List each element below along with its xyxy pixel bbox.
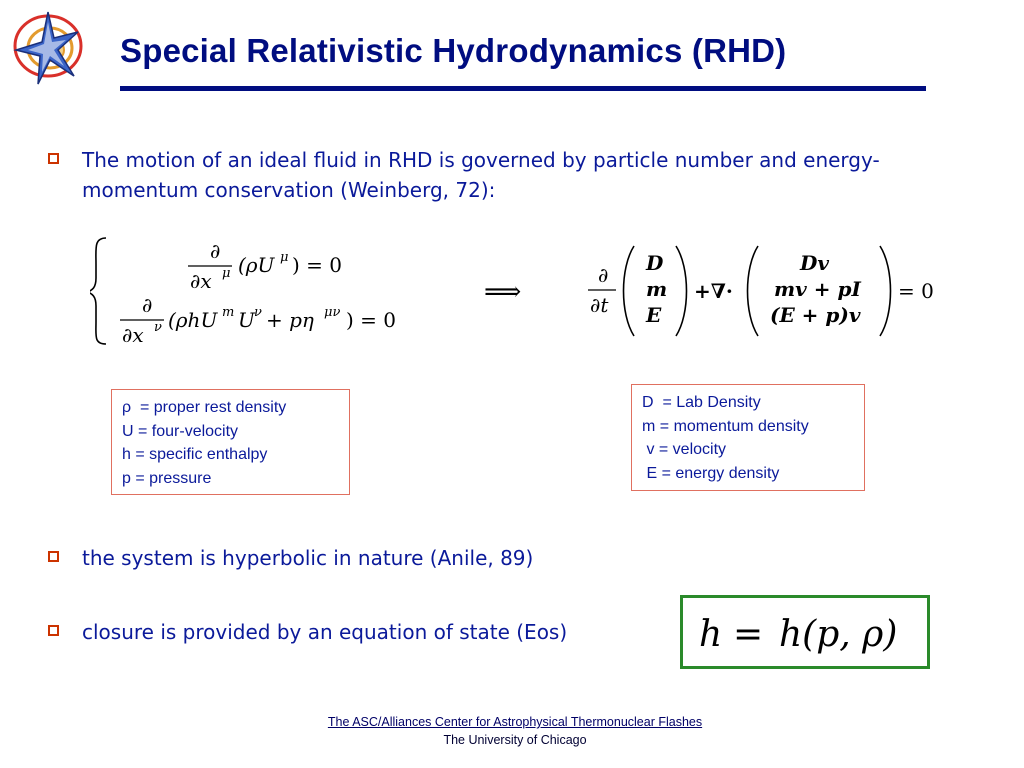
legend-row: U = four-velocity (122, 422, 239, 440)
bullet-governing-equations (48, 145, 988, 205)
legend-row: E = energy density (642, 464, 780, 482)
eq2-denominator: ∂x (122, 323, 144, 347)
vec1-item-2: E (646, 303, 662, 327)
eq1-body: (ρU (238, 253, 275, 277)
implies-arrow: ⟹ (484, 277, 522, 307)
rhd-equations (90, 232, 950, 352)
vec2-left-paren (748, 246, 759, 336)
eq2-plus: + pη (266, 308, 314, 332)
title-underline (120, 86, 926, 91)
legend-row: h = specific enthalpy (122, 446, 268, 463)
checkbox-bullet-icon (48, 153, 59, 164)
vec2-item-2: (E + p)v (770, 303, 861, 327)
eq1-numerator: ∂ (210, 239, 221, 263)
vec2-item-0: Dv (800, 251, 829, 275)
right-equals-zero: = 0 (898, 279, 934, 303)
vec1-right-paren (676, 246, 687, 336)
legend-primitive-variables (111, 389, 350, 495)
eq2-numerator: ∂ (142, 293, 153, 317)
bullet-text: closure is provided by an equation of state (Eos) (82, 620, 568, 644)
equation-of-state-box (680, 595, 930, 669)
bullet-hyperbolic (48, 543, 648, 573)
eq2-sup-nu: ν (254, 305, 262, 320)
vec1-left-paren (624, 246, 635, 336)
legend-row: ρ = proper rest density (122, 399, 287, 416)
checkbox-bullet-icon (48, 551, 59, 562)
legend-row: v = velocity (642, 441, 727, 458)
bullet-text: the system is hyperbolic in nature (Anile, 89) (82, 546, 534, 570)
bullet-closure-eos (48, 617, 668, 647)
eq2-sup-m: m (222, 305, 235, 320)
eq2-sup-mn: μν (324, 305, 341, 320)
flash-center-logo-icon (8, 2, 88, 92)
left-brace (90, 238, 106, 344)
eq1-denominator-sup: μ (222, 266, 231, 281)
eq2-mid: U (238, 308, 255, 332)
eq2-tail: ) = 0 (346, 308, 396, 332)
eq2-denominator-sup: ν (154, 320, 162, 335)
dt-numerator: ∂ (598, 263, 609, 287)
dt-denominator: ∂t (590, 293, 609, 317)
slide-title: Special Relativistic Hydrodynamics (RHD) (120, 32, 787, 69)
eq1-body-sup: μ (280, 250, 289, 265)
vec2-right-paren (880, 246, 891, 336)
vec1-item-1: m (646, 277, 668, 301)
footer-center-link[interactable]: The ASC/Alliances Center for Astrophysical Thermonuclear Flashes (327, 715, 703, 729)
eq2-body: (ρhU (168, 308, 218, 332)
bullet-text: The motion of an ideal fluid in RHD is governed by particle number and energy-momentum conservation (Weinberg, 72): (82, 148, 880, 202)
divergence-operator: +∇· (694, 279, 733, 303)
eos-lhs: h (699, 614, 723, 655)
eos-equals: = (733, 614, 764, 655)
legend-conserved-variables (631, 384, 865, 491)
vec1-item-0: D (646, 251, 664, 275)
vec2-item-1: mv + pI (774, 277, 861, 301)
legend-row: p = pressure (122, 469, 212, 487)
footer-university: The University of Chicago (443, 733, 587, 747)
eos-rhs: h(p, ρ) (779, 614, 898, 655)
legend-row: D = Lab Density (642, 394, 761, 411)
eq1-tail: ) = 0 (292, 253, 342, 277)
eq1-denominator: ∂x (190, 269, 212, 293)
checkbox-bullet-icon (48, 625, 59, 636)
legend-row: m = momentum density (642, 417, 809, 435)
